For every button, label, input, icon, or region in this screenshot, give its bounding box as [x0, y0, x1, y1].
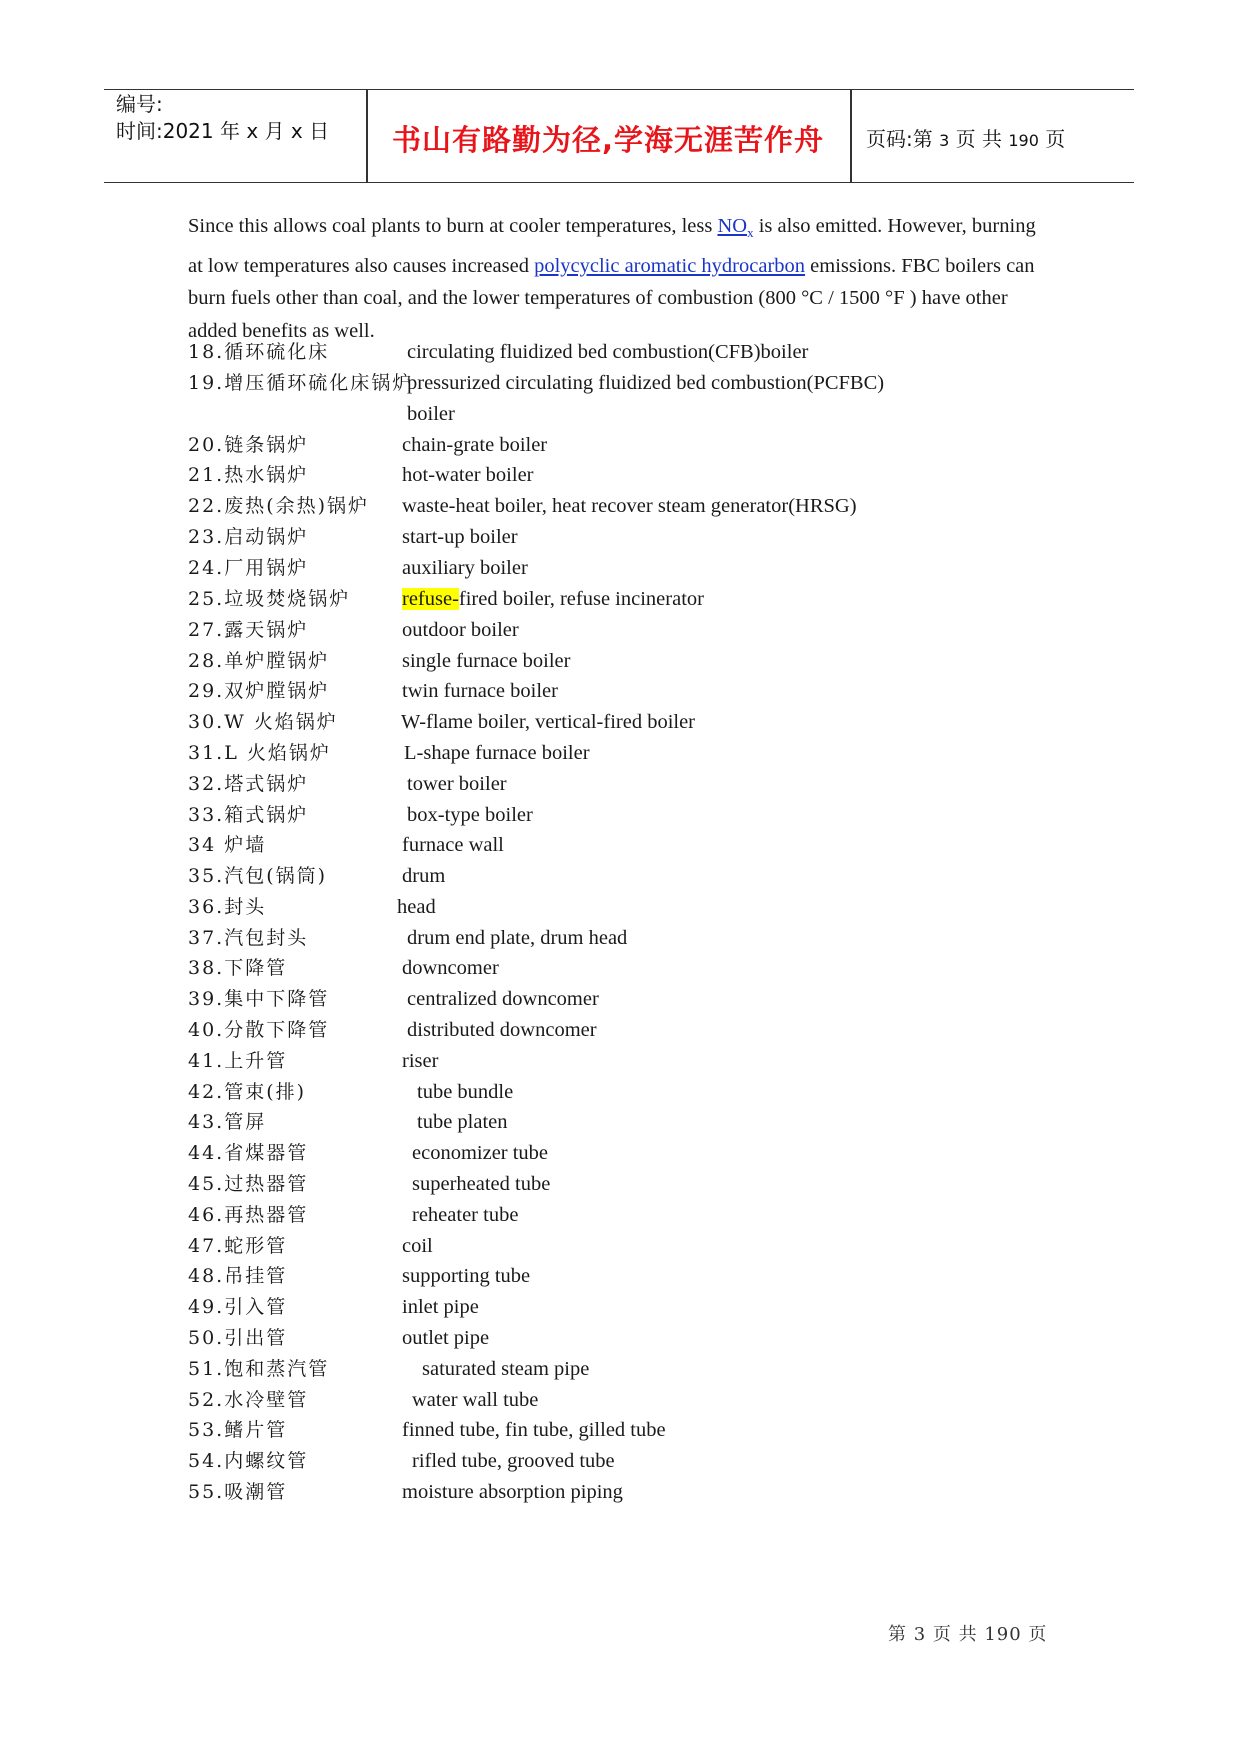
- term-english: centralized downcomer: [407, 988, 599, 1010]
- term-english: moisture absorption piping: [402, 1481, 623, 1503]
- term-chinese: 27.露天锅炉: [188, 619, 309, 641]
- page-header: [104, 89, 1134, 183]
- page-prefix: 页码:第: [866, 127, 933, 151]
- term-row: [188, 1076, 514, 1108]
- term-english: economizer tube: [412, 1142, 549, 1164]
- term-chinese: 28.单炉膛锅炉: [188, 650, 330, 672]
- term-english: reheater tube: [412, 1204, 519, 1226]
- term-english: tube platen: [417, 1111, 508, 1133]
- term-chinese: 51.饱和蒸汽管: [188, 1358, 330, 1380]
- term-chinese: 23.启动锅炉: [188, 526, 309, 548]
- term-english: water wall tube: [412, 1389, 539, 1411]
- term-row: [188, 1384, 539, 1416]
- term-row: [188, 799, 533, 831]
- term-english: furnace wall: [402, 834, 504, 856]
- doc-number-label: 编号:: [116, 92, 163, 116]
- intro-text: Since this allows coal plants to burn at cooler temperatures, less: [188, 215, 718, 237]
- term-row: [188, 521, 518, 553]
- term-chinese: 20.链条锅炉: [188, 434, 309, 456]
- term-row: [188, 891, 436, 923]
- term-row: [188, 1353, 590, 1385]
- term-chinese: 30.W 火焰锅炉: [188, 711, 338, 733]
- term-row: [188, 1476, 623, 1508]
- term-english: chain-grate boiler: [402, 434, 548, 456]
- term-chinese: 22.废热(余热)锅炉: [188, 495, 370, 517]
- term-english: rifled tube, grooved tube: [412, 1450, 615, 1472]
- term-english: inlet pipe: [402, 1296, 479, 1318]
- term-chinese: 39.集中下降管: [188, 988, 330, 1010]
- term-chinese: 29.双炉膛锅炉: [188, 680, 330, 702]
- term-chinese: 54.内螺纹管: [188, 1450, 309, 1472]
- term-row: [188, 1137, 549, 1169]
- term-english: drum: [402, 865, 446, 887]
- term-row: [188, 583, 704, 615]
- term-row: [188, 1014, 597, 1046]
- term-chinese: 46.再热器管: [188, 1204, 309, 1226]
- term-chinese: 42.管束(排): [188, 1081, 307, 1103]
- term-row: [188, 490, 857, 522]
- term-row: [188, 1322, 490, 1354]
- intro-paragraph: [188, 210, 1038, 347]
- term-chinese: 43.管屏: [188, 1111, 267, 1133]
- term-english-rest: fired boiler, refuse incinerator: [458, 588, 704, 610]
- term-chinese: 21.热水锅炉: [188, 464, 309, 486]
- doc-date: 时间:2021 年 x 月 x 日: [116, 119, 330, 143]
- term-row: [188, 922, 628, 954]
- term-english: outlet pipe: [402, 1327, 490, 1349]
- term-english: start-up boiler: [402, 526, 518, 548]
- term-row: [188, 829, 504, 861]
- term-row: [188, 645, 571, 677]
- term-english: circulating fluidized bed combustion(CFB)boiler: [407, 341, 809, 363]
- term-chinese: 34 炉墙: [188, 834, 267, 856]
- term-english: twin furnace boiler: [402, 680, 558, 702]
- term-english: supporting tube: [402, 1265, 531, 1287]
- term-english: finned tube, fin tube, gilled tube: [402, 1419, 666, 1441]
- page-footer: 第 3 页 共 190 页: [888, 1624, 1048, 1645]
- term-english: tower boiler: [407, 773, 507, 795]
- page-number: 3: [939, 131, 950, 150]
- term-row: [188, 860, 446, 892]
- term-row: [188, 1168, 551, 1200]
- term-chinese: 18.循环硫化床: [188, 341, 330, 363]
- term-chinese: 35.汽包(锅筒): [188, 865, 328, 887]
- term-english: waste-heat boiler, heat recover steam generator(HRSG): [402, 495, 857, 517]
- term-chinese: 55.吸潮管: [188, 1481, 288, 1503]
- term-chinese: 37.汽包封头: [188, 927, 309, 949]
- term-english: boiler: [407, 403, 455, 425]
- term-english: box-type boiler: [407, 804, 533, 826]
- term-row: [188, 1291, 479, 1323]
- term-chinese: 40.分散下降管: [188, 1019, 330, 1041]
- term-english: [402, 583, 704, 615]
- term-chinese: 50.引出管: [188, 1327, 288, 1349]
- term-english: pressurized circulating fluidized bed combustion(PCFBC): [407, 372, 885, 394]
- term-chinese: 19.增压循环硫化床锅炉: [188, 372, 414, 394]
- term-chinese: 25.垃圾焚烧锅炉: [188, 588, 351, 610]
- pah-link[interactable]: polycyclic aromatic hydrocarbon: [534, 254, 806, 277]
- term-row: [188, 952, 499, 984]
- term-row: [188, 459, 534, 491]
- term-chinese: 45.过热器管: [188, 1173, 309, 1195]
- term-english: W-flame boiler, vertical-fired boiler: [401, 711, 696, 733]
- term-chinese: 36.封头: [188, 896, 267, 918]
- term-english: auxiliary boiler: [402, 557, 528, 579]
- nox-link[interactable]: [717, 215, 754, 241]
- term-row: [188, 706, 696, 738]
- term-english: outdoor boiler: [402, 619, 519, 641]
- term-row: [188, 1445, 615, 1477]
- term-row: [188, 737, 590, 769]
- nox-base: NO: [717, 215, 748, 237]
- term-row: [188, 429, 548, 461]
- term-row: [188, 675, 558, 707]
- header-meta: [116, 91, 329, 145]
- nox-subscript: x: [747, 225, 754, 241]
- term-chinese: 49.引入管: [188, 1296, 288, 1318]
- term-chinese: 47.蛇形管: [188, 1235, 288, 1257]
- page-total: 190: [1008, 131, 1039, 150]
- term-chinese: 38.下降管: [188, 957, 288, 979]
- term-row: [188, 1260, 531, 1292]
- term-english: L-shape furnace boiler: [404, 742, 590, 764]
- intro-text: is also emitted. However, burning at low temperatures also causes increased: [188, 215, 1036, 277]
- term-chinese: 53.鳍片管: [188, 1419, 288, 1441]
- term-chinese: 32.塔式锅炉: [188, 773, 309, 795]
- term-english: riser: [402, 1050, 439, 1072]
- term-english: hot-water boiler: [402, 464, 534, 486]
- term-english: drum end plate, drum head: [407, 927, 628, 949]
- term-chinese: 31.L 火焰锅炉: [188, 742, 331, 764]
- header-motto: 书山有路勤为径,学海无涯苦作舟: [391, 123, 825, 157]
- term-english: coil: [402, 1235, 433, 1257]
- term-english: head: [397, 896, 436, 918]
- term-row: [188, 1414, 666, 1446]
- term-english: superheated tube: [412, 1173, 551, 1195]
- term-chinese: 48.吊挂管: [188, 1265, 288, 1287]
- term-row: [188, 336, 809, 368]
- term-row: [188, 367, 885, 399]
- page-suffix: 页: [1045, 127, 1066, 151]
- term-chinese: 24.厂用锅炉: [188, 557, 309, 579]
- term-english: saturated steam pipe: [422, 1358, 590, 1380]
- term-chinese: 52.水冷壁管: [188, 1389, 309, 1411]
- page-mid: 页 共: [955, 127, 1003, 151]
- term-row: [188, 1199, 519, 1231]
- term-row: [188, 614, 519, 646]
- term-row: [188, 1106, 508, 1138]
- intro-text: emissions. FBC boilers can burn fuels other than coal, and the lower temperatures of combustion (800 °C / 1500 °F ) have other added benefits as well.: [188, 254, 1035, 342]
- term-row: [188, 1230, 433, 1262]
- term-english: distributed downcomer: [407, 1019, 597, 1041]
- term-chinese: 41.上升管: [188, 1050, 288, 1072]
- term-english: tube bundle: [417, 1081, 514, 1103]
- term-chinese: 33.箱式锅炉: [188, 804, 309, 826]
- header-page-info: [866, 123, 1065, 152]
- header-divider: [850, 90, 852, 182]
- term-row: [188, 1045, 439, 1077]
- term-row: [188, 552, 528, 584]
- term-english: downcomer: [402, 957, 499, 979]
- term-english: single furnace boiler: [402, 650, 571, 672]
- highlighted-text: refuse-: [402, 588, 459, 610]
- term-row: [188, 983, 599, 1015]
- term-chinese: 44.省煤器管: [188, 1142, 309, 1164]
- term-row: [188, 768, 507, 800]
